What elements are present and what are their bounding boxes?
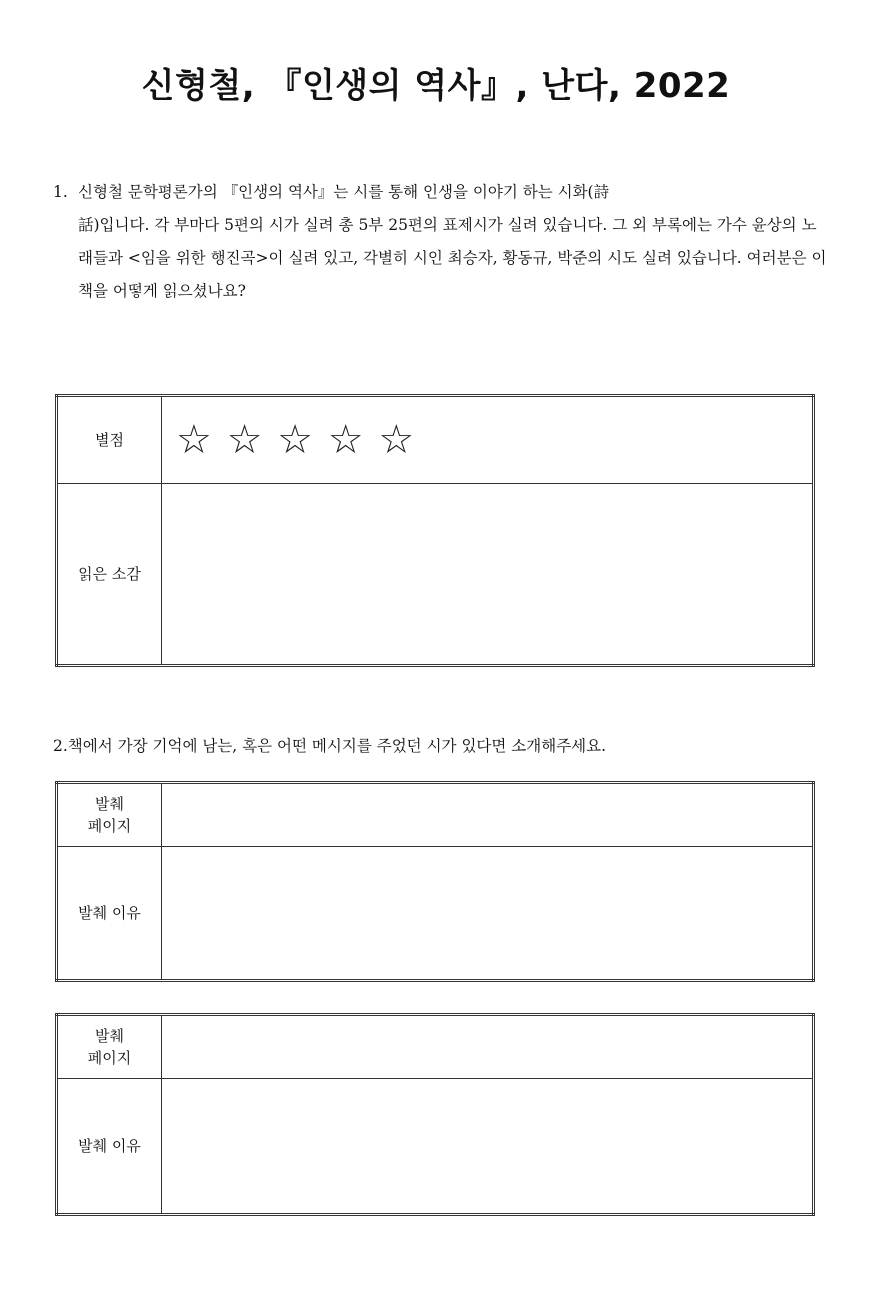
excerpt-page-label [57, 783, 162, 847]
star-icon[interactable]: ☆ [277, 417, 314, 463]
star-icon[interactable]: ☆ [176, 417, 212, 463]
star-icon[interactable]: ☆ [226, 417, 263, 463]
review-label: 읽은 소감 [57, 484, 162, 666]
excerpt-table [55, 781, 815, 982]
question-2: 2.책에서 가장 기억에 남는, 혹은 어떤 메시지를 주었던 시가 있다면 소개해주세요. [53, 737, 607, 755]
excerpt-reason-field[interactable] [162, 847, 814, 981]
excerpt-page-label [57, 1015, 162, 1079]
star-rating[interactable] [162, 417, 812, 463]
rating-field [162, 396, 814, 484]
star-icon[interactable]: ☆ [378, 417, 415, 463]
question-1-line-1: 신형철 문학평론가의 『인생의 역사』는 시를 통해 인생을 이야기 하는 시화(詩 [78, 183, 610, 201]
question-1-number: 1. [53, 183, 68, 201]
rating-label: 별점 [57, 396, 162, 484]
excerpt-table [55, 1013, 815, 1216]
question-1-text: 話)입니다. 각 부마다 5편의 시가 실려 총 5부 25편의 표제시가 실려 있습니다. 그 외 부록에는 가수 윤상의 노래들과 <임을 위한 행진곡>이 실려 있고, 각별히 시인 최승자, 황동규, 박준의 시도 실려 있습니다. 여러분은 이 책을 어떻게 읽으셨나요? [78, 216, 827, 300]
excerpt-reason-label: 발췌 이유 [57, 847, 162, 981]
excerpt-page-label-line-2: 페이지 [87, 817, 132, 835]
excerpt-reason-field[interactable] [162, 1079, 814, 1215]
rating-table [55, 394, 815, 667]
excerpt-page-label-line-2: 페이지 [87, 1049, 132, 1067]
excerpt-page-label-line-1: 발췌 [95, 1027, 124, 1045]
question-1 [53, 176, 831, 308]
review-field[interactable] [162, 484, 814, 666]
page-title: 신형철, 『인생의 역사』, 난다, 2022 [141, 66, 731, 106]
excerpt-reason-label: 발췌 이유 [57, 1079, 162, 1215]
star-icon[interactable]: ☆ [327, 417, 364, 463]
excerpt-page-field[interactable] [162, 1015, 814, 1079]
excerpt-page-label-line-1: 발췌 [95, 795, 124, 813]
excerpt-page-field[interactable] [162, 783, 814, 847]
